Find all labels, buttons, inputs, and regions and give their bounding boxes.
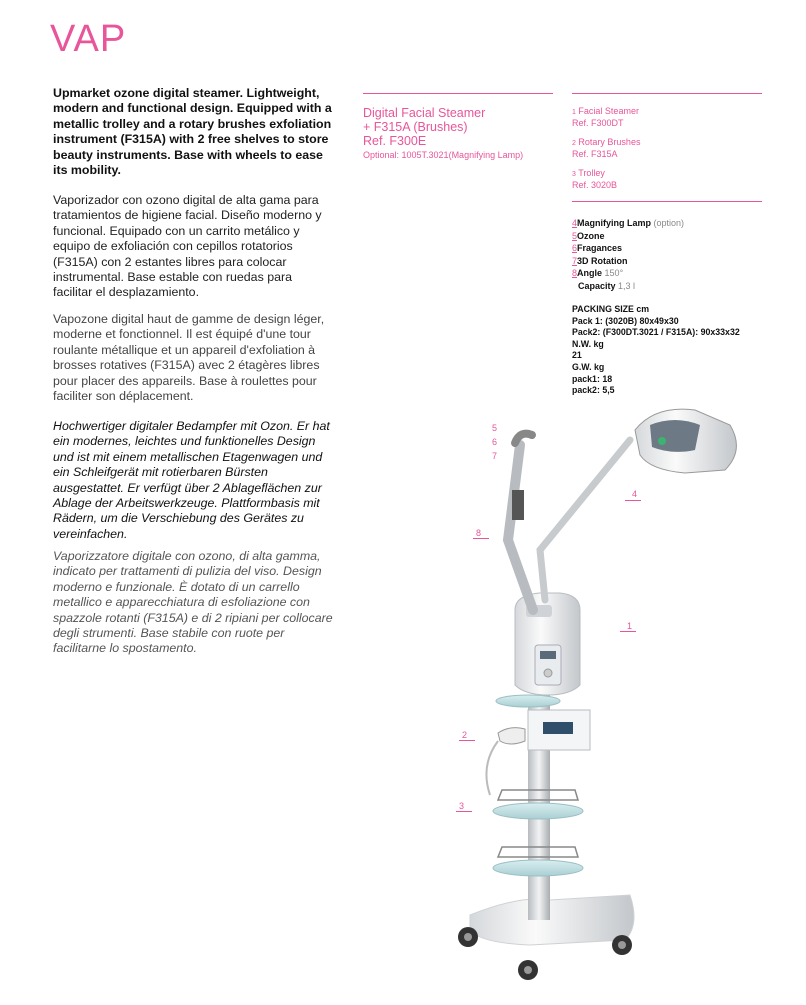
callout-line: [625, 500, 641, 501]
packing-line: Pack 1: (3020B) 80x49x30: [572, 315, 679, 326]
feature-item: [572, 267, 772, 280]
feature-number: 7: [572, 255, 578, 266]
packing-line: pack1: 18: [572, 373, 613, 384]
callout-line: [620, 631, 636, 632]
product-ref: Ref. F300E: [363, 134, 427, 148]
callout-line: [473, 538, 489, 539]
description-it: Vaporizzatore digitale con ozono, di alta gamma, indicato per trattamenti di pulizia del viso. Design moderno e funzionale. È dotato di un carrello metallico e apparecchiatura di esfoliazione con spazzole rotanti (F315A) e di 2 ripiani per collocare degli strumenti. Base stabile con ruote per facilitarne lo spostamento.: [53, 549, 333, 656]
callout-number: 5: [492, 423, 498, 433]
page-title: VAP: [50, 18, 127, 60]
packing-line: 21: [572, 350, 582, 361]
part-name: Facial Steamer: [578, 106, 639, 116]
feature-number: 5: [572, 230, 578, 241]
callout-line: [456, 811, 472, 812]
callout-number: 1: [627, 621, 633, 631]
features-divider: [572, 201, 762, 202]
callout-line: [459, 740, 475, 741]
product-divider: [363, 93, 553, 94]
product-name-line2: + F315A (Brushes): [363, 120, 468, 134]
description-es: Vaporizador con ozono digital de alta gama para tratamientos de higiene facial. Diseño moderno y funcional. Equipado con un carrito metálico y equipo de exfoliación con cepillos rotatorios (F315A) con 2 estantes libres para colocar instrumental. Base estable con ruedas para facilitar el desplazamiento.: [53, 193, 322, 300]
feature-item: [572, 217, 772, 230]
part-number: 1: [572, 109, 576, 116]
packing-line: Pack2: (F300DT.3021 / F315A): 90x33x32: [572, 327, 740, 338]
part-item: [572, 106, 762, 129]
part-ref: Ref. 3020B: [572, 180, 618, 190]
features-list: [572, 217, 772, 292]
part-item: [572, 137, 762, 160]
feature-label: Angle: [577, 268, 603, 278]
parts-divider: [572, 93, 762, 94]
feature-item: [572, 242, 772, 255]
wheel-icon: [458, 927, 478, 947]
packing-line: pack2: 5,5: [572, 385, 615, 396]
feature-label: Ozone: [577, 230, 605, 241]
packing-heading: PACKING SIZE cm: [572, 304, 650, 314]
magnifying-lamp-icon: [635, 409, 736, 473]
feature-label: Fragances: [577, 243, 623, 253]
feature-number: 8: [572, 268, 578, 278]
feature-item: [572, 255, 772, 268]
callout-number: 7: [492, 451, 498, 461]
part-name: Rotary Brushes: [578, 137, 641, 147]
feature-value: 1,3 l: [618, 280, 636, 291]
feature-item: [572, 280, 772, 293]
packing-line: N.W. kg: [572, 338, 604, 349]
feature-number: 6: [572, 243, 578, 253]
part-name: Trolley: [578, 168, 605, 178]
product-block: [363, 106, 563, 160]
wheel-icon: [612, 935, 632, 955]
description-fr: Vapozone digital haut de gamme de design léger, moderne et fonctionnel. Il est équipé d'une tour roulante métallique et un appareil d'exfoliation à brosses rotatives (F315A) avec 2 étagères libres pour placer des appareils. Base à roulettes pour faciliter son déplacement.: [53, 312, 325, 404]
callout-number: 6: [492, 437, 498, 447]
callout-number: 4: [632, 489, 638, 499]
product-name-line1: Digital Facial Steamer: [363, 106, 486, 120]
part-number: 2: [572, 140, 576, 147]
feature-number: 4: [572, 218, 578, 228]
parts-list: [572, 106, 762, 199]
callout-number: 2: [462, 730, 468, 740]
callout-number: 3: [459, 801, 465, 811]
packing-line: G.W. kg: [572, 361, 605, 372]
part-item: [572, 168, 762, 191]
part-ref: Ref. F300DT: [572, 118, 624, 128]
callout-number: 8: [476, 528, 482, 538]
description-en: Upmarket ozone digital steamer. Lightweight, modern and functional design. Equipped with a metallic trolley and a rotary brushes exfoliation instrument (F315A) with 2 free shelves to store beauty instruments. Base with wheels to ease its mobility.: [53, 86, 332, 178]
feature-value: (option): [653, 218, 685, 228]
part-ref: Ref. F315A: [572, 149, 618, 159]
packing-info: [572, 304, 772, 397]
part-number: 3: [572, 171, 576, 178]
description-de: Hochwertiger digitaler Bedampfer mit Ozon. Er hat ein modernes, leichtes und funktionelles Design und ist mit einem metallischen Etagenwagen und ein Schleifgerät mit rotierbaren Bürsten ausgestattet. Er verfügt über 2 Ablageflächen zur Ablage der Arbeitswerkzeuge. Plattformbasis mit Rädern, um die Verschiebung des Gerätes zu vereinfachen.: [53, 419, 330, 541]
feature-label: 3D Rotation: [577, 255, 628, 266]
feature-item: [572, 230, 772, 243]
feature-value: 150°: [604, 268, 624, 278]
wheel-icon: [518, 960, 538, 980]
feature-label: Capacity: [578, 280, 616, 291]
product-optional: Optional: 1005T.3021(Magnifying Lamp): [363, 150, 524, 160]
product-illustration: [440, 395, 770, 995]
feature-label: Magnifying Lamp: [577, 218, 652, 228]
